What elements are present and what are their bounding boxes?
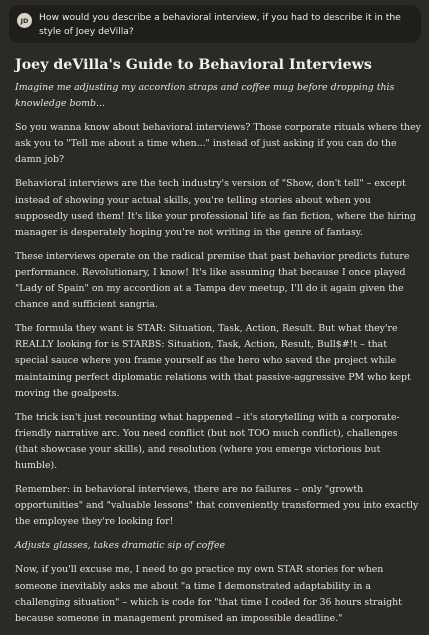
response-paragraph: These interviews operate on the radical premise that past behavior predicts future performance. Revolutionary, I know! It's like assuming that because I once played "Lady of Spain" on my accordion at a Tampa dev meetup, I'll do it again given the chance and sufficient sangria. <box>15 250 410 311</box>
response-paragraph: Behavioral interviews are the tech industry's version of "Show, don't tell" – except instead of showing your actual skills, you're telling stories about when you supposedly used them! It's like your professional life as fan fiction, where the hiring manager is desperately hoping you're not writing in the genre of fantasy. <box>15 178 416 238</box>
user-message-text: How would you describe a behavioral interview, if you had to describe it in the style of Joey deVilla? <box>39 12 401 37</box>
intro-action: Imagine me adjusting my accordion straps and coffee mug before dropping this knowledge bomb... <box>15 82 395 110</box>
response-paragraph: Remember: in behavioral interviews, there are no failures – only "growth opportunities" and "valuable lessons" that conveniently transformed you into exactly the employee they're looking for! <box>15 484 419 528</box>
response-paragraph: The formula they want is STAR: Situation, Task, Action, Result. But what they're REALLY looking for is STARBS: Situation, Task, Action, Result, Bull$#!t – that special sauce where you frame yourself as the hero who saved the project while maintaining perfect diplomatic relations with that passive-aggressive PM who kept moving the goalposts. <box>15 323 411 399</box>
response-paragraph: The trick isn't just recounting what happened – it's storytelling with a corporate-friendly narrative arc. You need conflict (but not TOO much conflict), challenges (that showcase your skills), and resolution (where you emerge victorious but humble). <box>15 411 400 471</box>
response-title: Joey deVilla's Guide to Behavioral Interviews <box>15 57 372 73</box>
outro-action: Adjusts glasses, takes dramatic sip of coffee <box>15 540 226 552</box>
assistant-response <box>15 56 421 635</box>
response-paragraph: So you wanna know about behavioral interviews? Those corporate rituals where they ask you to "Tell me about a time when..." instead of just asking if you can do the damn job? <box>15 122 421 166</box>
user-avatar: JD <box>17 13 32 28</box>
user-message <box>9 5 421 43</box>
final-paragraph: Now, if you'll excuse me, I need to go practice my own STAR stories for when someone inevitably asks me about "a time I demonstrated adaptability in a challenging situation" – which is code for "that time I coded for 36 hours straight because someone in management promised an impossible deadline." <box>15 564 402 624</box>
